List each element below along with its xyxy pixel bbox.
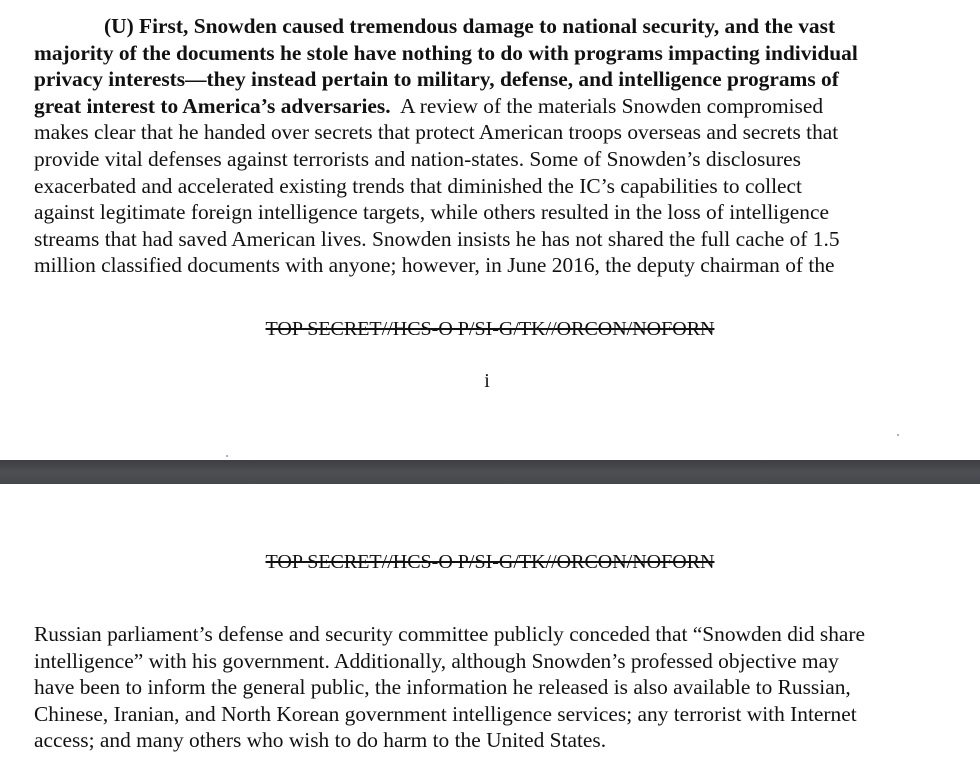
document-page-bottom (0, 484, 980, 769)
paragraph-line: exacerbated and accelerated existing trends that diminished the IC’s capabilities to collect (34, 173, 802, 198)
page-number: i (484, 370, 490, 392)
scan-speck (897, 434, 899, 436)
paragraph-line (34, 40, 946, 67)
paragraph-line: makes clear that he handed over secrets that protect American troops overseas and secrets that (34, 120, 839, 145)
page-separator (0, 460, 980, 484)
bold-text: privacy interests—they instead pertain to military, defense, and intelligence programs of (34, 67, 839, 92)
bold-text: (U) First, Snowden caused tremendous damage to national security, and the vast (104, 14, 836, 38)
paragraph-line: Russian parliament’s defense and security committee publicly conceded that “Snowden did share (34, 622, 866, 646)
classification-marking-footer: TOP SECRET//HCS-O P/SI-G/TK//ORCON/NOFORN (265, 318, 715, 340)
bold-text: majority of the documents he stole have nothing to do with programs impacting individual (34, 40, 858, 65)
paragraph-line: access; and many others who wish to do harm to the United States. (34, 728, 607, 753)
paragraph-line: have been to inform the general public, the information he released is also available to Russian, (34, 675, 851, 700)
paragraph-line: provide vital defenses against terrorists and nation-states. Some of Snowden’s disclosures (34, 146, 801, 171)
paragraph-line (34, 13, 946, 40)
paragraph-line: against legitimate foreign intelligence targets, while others resulted in the loss of intelligence (34, 200, 829, 225)
continued-paragraph (34, 621, 946, 754)
paragraph-line: million classified documents with anyone; however, in June 2016, the deputy chairman of the (34, 253, 835, 278)
paragraph-line: intelligence” with his government. Additionally, although Snowden’s professed objective may (34, 648, 839, 673)
paragraph-line (34, 66, 946, 93)
paragraph-line: streams that had saved American lives. Snowden insists he has not shared the full cache of 1.5 (34, 226, 840, 251)
normal-text: A review of the materials Snowden compromised (390, 93, 824, 118)
paragraph-line (34, 93, 946, 120)
paragraph-line: Chinese, Iranian, and North Korean government intelligence services; any terrorist with Internet (34, 701, 857, 726)
scan-speck (226, 455, 228, 457)
first-paragraph (34, 13, 946, 279)
bold-text: great interest to America’s adversaries. (34, 93, 391, 118)
classification-marking-header: TOP SECRET//HCS-O P/SI-G/TK//ORCON/NOFORN (265, 551, 715, 573)
